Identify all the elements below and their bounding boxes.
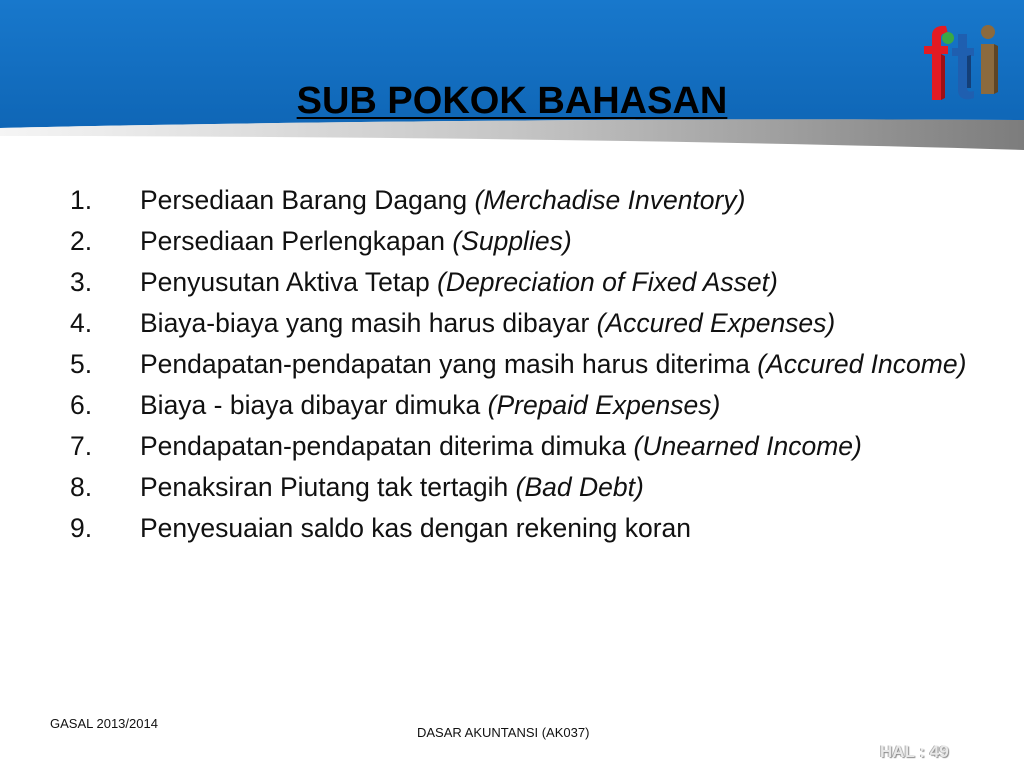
item-number: 1. bbox=[70, 185, 93, 215]
item-text: Pendapatan-pendapatan diterima dimuka (Unearned Income) bbox=[140, 431, 862, 461]
topic-list bbox=[70, 184, 970, 553]
item-text: Penyusutan Aktiva Tetap (Depreciation of Fixed Asset) bbox=[140, 267, 778, 297]
list-item bbox=[70, 184, 970, 216]
list-item bbox=[70, 512, 970, 544]
list-item bbox=[70, 225, 970, 257]
list-item bbox=[70, 266, 970, 298]
item-number: 5. bbox=[70, 349, 93, 379]
list-item bbox=[70, 389, 970, 421]
item-text: Biaya-biaya yang masih harus dibayar (Accured Expenses) bbox=[140, 308, 836, 338]
item-text: Persediaan Perlengkapan (Supplies) bbox=[140, 226, 572, 256]
item-number: 9. bbox=[70, 513, 93, 543]
item-number: 6. bbox=[70, 390, 93, 420]
footer-semester: GASAL 2013/2014 bbox=[50, 716, 158, 731]
page-number: HAL : 49 bbox=[880, 742, 949, 761]
item-number: 8. bbox=[70, 472, 93, 502]
list-item bbox=[70, 471, 970, 503]
item-number: 2. bbox=[70, 226, 93, 256]
item-text: Pendapatan-pendapatan yang masih harus diterima (Accured Income) bbox=[140, 349, 967, 379]
item-number: 4. bbox=[70, 308, 93, 338]
item-text: Penyesuaian saldo kas dengan rekening koran bbox=[140, 513, 692, 543]
slide-title: SUB POKOK BAHASAN bbox=[296, 80, 728, 122]
list-item bbox=[70, 307, 970, 339]
item-number: 7. bbox=[70, 431, 93, 461]
item-number: 3. bbox=[70, 267, 93, 297]
footer-course: DASAR AKUNTANSI (AK037) bbox=[417, 725, 590, 740]
item-text: Biaya - biaya dibayar dimuka (Prepaid Expenses) bbox=[140, 390, 721, 420]
item-text: Penaksiran Piutang tak tertagih (Bad Debt) bbox=[140, 472, 644, 502]
list-item bbox=[70, 348, 970, 380]
header-band bbox=[0, 0, 1024, 150]
list-item bbox=[70, 430, 970, 462]
item-text: Persediaan Barang Dagang (Merchadise Inventory) bbox=[140, 185, 746, 215]
